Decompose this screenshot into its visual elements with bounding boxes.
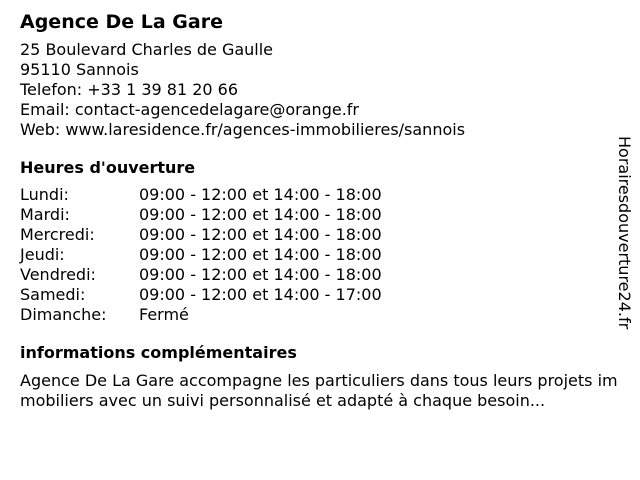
opening-hours-list — [20, 185, 626, 325]
day-label: Samedi: — [20, 285, 86, 304]
day-label: Vendredi: — [20, 265, 96, 284]
day-hours: 09:00 - 12:00 et 14:00 - 18:00 — [139, 185, 382, 204]
hours-row-tuesday — [20, 205, 626, 225]
day-label: Dimanche: — [20, 305, 107, 324]
agency-name: Agence De La Gare — [20, 11, 223, 33]
day-hours: 09:00 - 12:00 et 14:00 - 18:00 — [139, 225, 382, 244]
day-label: Mercredi: — [20, 225, 95, 244]
hours-row-friday — [20, 265, 626, 285]
day-hours: 09:00 - 12:00 et 14:00 - 18:00 — [139, 245, 382, 264]
opening-hours-heading: Heures d'ouverture — [20, 158, 196, 177]
hours-row-monday — [20, 185, 626, 205]
day-hours: 09:00 - 12:00 et 14:00 - 18:00 — [139, 205, 382, 224]
email-line: Email: contact-agencedelagare@orange.fr — [20, 100, 359, 119]
hours-row-thursday — [20, 245, 626, 265]
hours-row-sunday — [20, 305, 626, 325]
site-watermark: Horairesdouverture24.fr — [615, 136, 634, 330]
additional-info-heading: informations complémentaires — [20, 343, 297, 362]
additional-info-text: Agence De La Gare accompagne les particuliers dans tous leurs projets immobiliers avec un suivi personnalisé et adapté à chaque besoin... — [20, 371, 618, 410]
address-city: 95110 Sannois — [20, 60, 139, 79]
agency-card — [20, 8, 626, 411]
hours-row-wednesday — [20, 225, 626, 245]
day-label: Jeudi: — [20, 245, 65, 264]
web-line: Web: www.laresidence.fr/agences-immobilieres/sannois — [20, 120, 466, 139]
address-street: 25 Boulevard Charles de Gaulle — [20, 40, 274, 59]
day-label: Lundi: — [20, 185, 69, 204]
hours-row-saturday — [20, 285, 626, 305]
day-hours: 09:00 - 12:00 et 14:00 - 18:00 — [139, 265, 382, 284]
day-hours: Fermé — [139, 305, 189, 324]
day-label: Mardi: — [20, 205, 70, 224]
day-hours: 09:00 - 12:00 et 14:00 - 17:00 — [139, 285, 382, 304]
phone-line: Telefon: +33 1 39 81 20 66 — [20, 80, 239, 99]
